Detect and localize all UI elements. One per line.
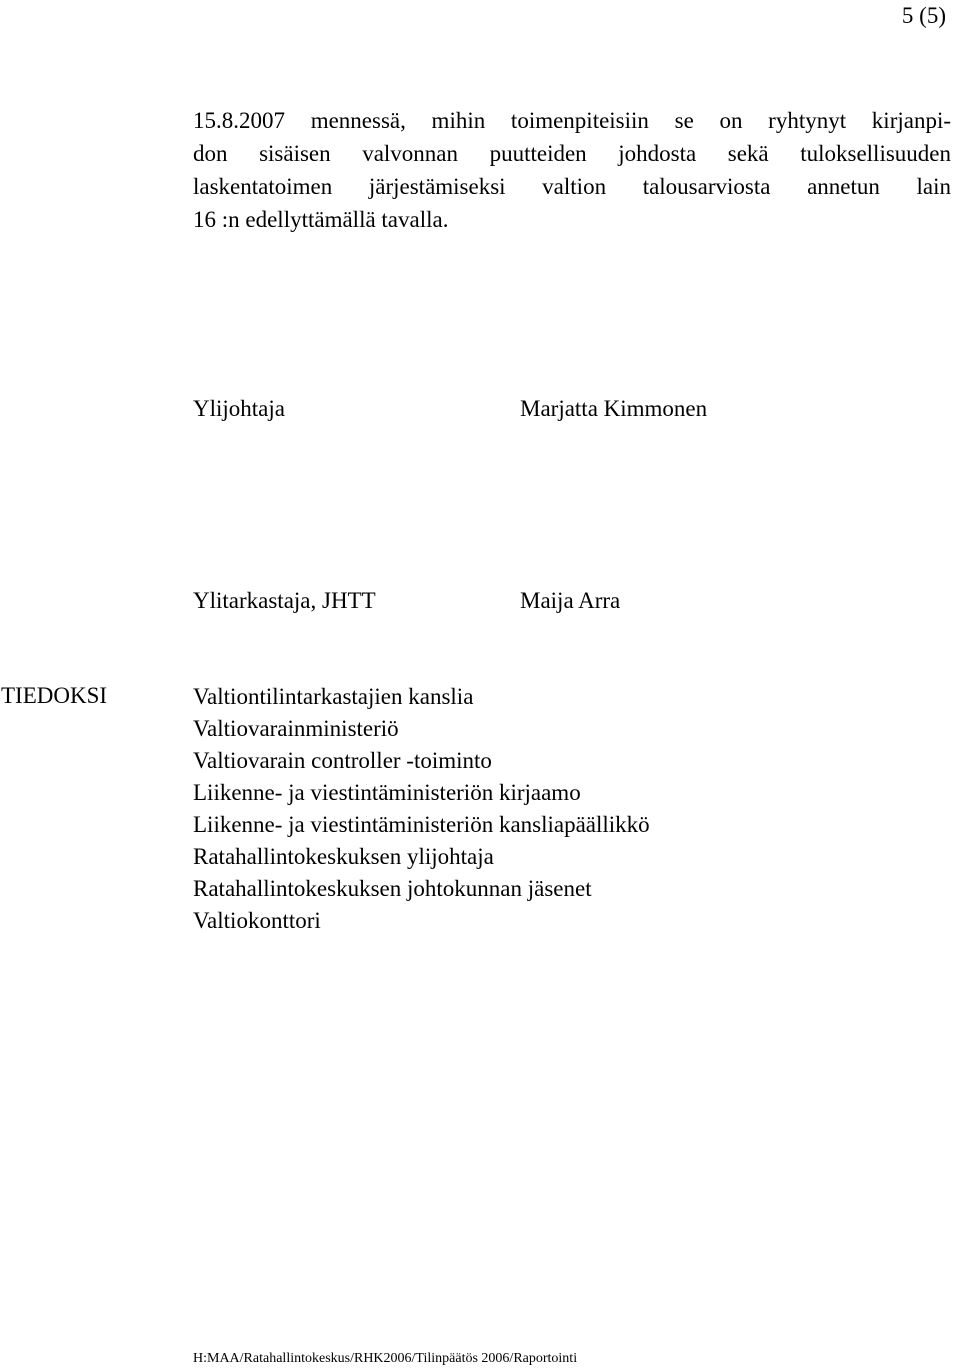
signatory-title: Ylitarkastaja, JHTT — [193, 588, 376, 613]
distribution-recipient: Valtiovarain controller -toiminto — [193, 748, 492, 773]
footer-file-path: H:MAA/Ratahallintokeskus/RHK2006/Tilinpäätös 2006/Raportointi — [193, 1351, 578, 1366]
intro-line: don sisäisen valvonnan puutteiden johdosta sekä tuloksellisuuden — [193, 141, 951, 166]
distribution-recipient: Liikenne- ja viestintäministeriön kirjaamo — [193, 780, 581, 805]
signatory-title: Ylijohtaja — [193, 396, 285, 421]
distribution-recipient: Valtiontilintarkastajien kanslia — [193, 684, 474, 709]
intro-line: 16 :n edellyttämällä tavalla. — [193, 207, 449, 232]
signatory-name: Maija Arra — [520, 588, 621, 613]
distribution-recipient: Ratahallintokeskuksen johtokunnan jäsenet — [193, 876, 592, 901]
intro-line: 15.8.2007 mennessä, mihin toimenpiteisiin se on ryhtynyt kirjanpi- — [193, 108, 951, 133]
distribution-label: TIEDOKSI — [1, 683, 108, 708]
page-number: 5 (5) — [901, 3, 946, 28]
distribution-recipient: Valtiovarainministeriö — [193, 716, 399, 741]
distribution-recipient: Valtiokonttori — [193, 908, 321, 933]
intro-paragraph — [193, 104, 953, 236]
distribution-recipient: Liikenne- ja viestintäministeriön kansliapäällikkö — [193, 812, 650, 837]
signatory-name: Marjatta Kimmonen — [520, 396, 708, 421]
intro-line: laskentatoimen järjestämiseksi valtion talousarviosta annetun lain — [193, 174, 951, 199]
distribution-recipient: Ratahallintokeskuksen ylijohtaja — [193, 844, 494, 869]
distribution-list — [193, 681, 650, 937]
